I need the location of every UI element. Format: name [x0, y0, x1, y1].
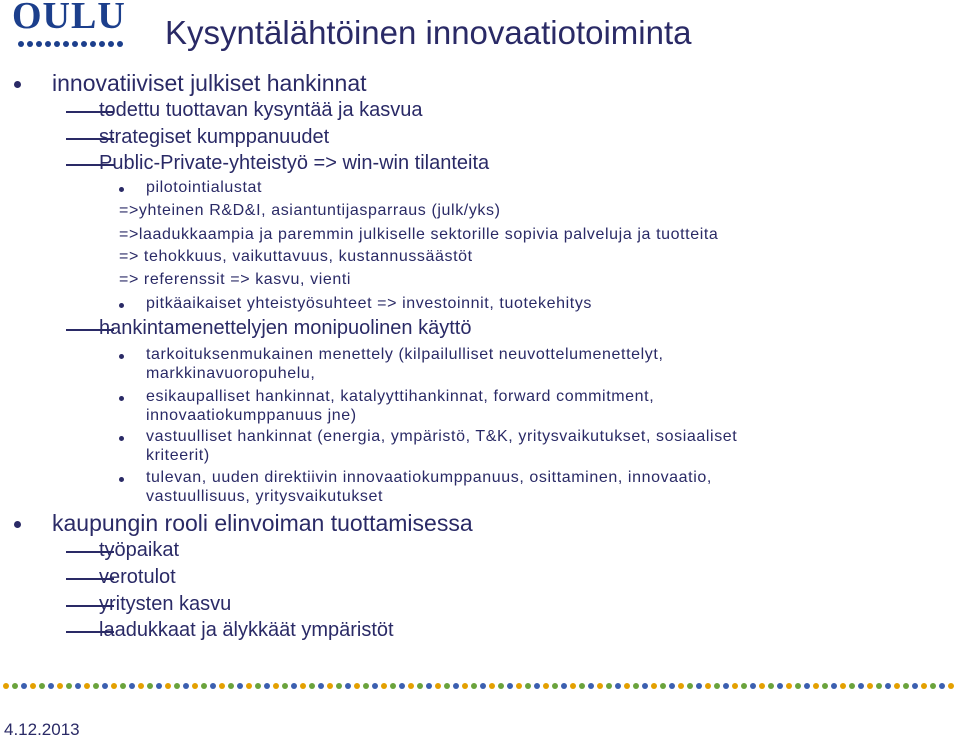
list-item: todettu tuottavan kysyntää ja kasvua	[99, 99, 423, 121]
decorative-dot	[210, 683, 216, 689]
decorative-dot	[237, 683, 243, 689]
list-item-continuation: kriteerit)	[146, 447, 210, 464]
decorative-dot	[615, 683, 621, 689]
decorative-dot	[264, 683, 270, 689]
decorative-dot	[174, 683, 180, 689]
decorative-dot	[759, 683, 765, 689]
decorative-dot	[723, 683, 729, 689]
bullet-icon	[119, 354, 124, 359]
list-item: laadukkaat ja älykkäät ympäristöt	[99, 619, 394, 641]
list-item: strategiset kumppanuudet	[99, 126, 330, 148]
decorative-dot	[822, 683, 828, 689]
decorative-dot	[156, 683, 162, 689]
decorative-dot	[579, 683, 585, 689]
decorative-dot	[489, 683, 495, 689]
list-item: Public-Private-yhteistyö => win-win tilanteita	[99, 152, 490, 174]
decorative-dot	[255, 683, 261, 689]
decorative-dot	[606, 683, 612, 689]
decorative-dot	[147, 683, 153, 689]
decorative-dot	[39, 683, 45, 689]
list-item: esikaupalliset hankinnat, katalyyttihankinnat, forward commitment,	[146, 388, 655, 405]
decorative-dot	[183, 683, 189, 689]
decorative-dot	[336, 683, 342, 689]
decorative-dot	[75, 683, 81, 689]
decorative-dot	[453, 683, 459, 689]
decorative-dot	[831, 683, 837, 689]
decorative-dot	[732, 683, 738, 689]
decorative-dot	[246, 683, 252, 689]
slide-title: Kysyntälähtöinen innovaatiotoiminta	[165, 14, 692, 51]
decorative-dot	[777, 683, 783, 689]
list-item: pitkäaikaiset yhteistyösuhteet => investoinnit, tuotekehitys	[146, 295, 593, 312]
decorative-dot	[786, 683, 792, 689]
decorative-dot	[21, 683, 27, 689]
decorative-dot	[219, 683, 225, 689]
list-item: => referenssit => kasvu, vienti	[119, 271, 352, 288]
decorative-dot	[669, 683, 675, 689]
decorative-dot	[48, 683, 54, 689]
decorative-dot	[363, 683, 369, 689]
decorative-dot	[903, 683, 909, 689]
decorative-dot	[525, 683, 531, 689]
decorative-dot-bar	[0, 678, 960, 694]
decorative-dot	[12, 683, 18, 689]
decorative-dot	[318, 683, 324, 689]
decorative-dot	[327, 683, 333, 689]
decorative-dot	[309, 683, 315, 689]
bullet-icon	[119, 187, 124, 192]
decorative-dot	[291, 683, 297, 689]
decorative-dot	[921, 683, 927, 689]
decorative-dot	[381, 683, 387, 689]
decorative-dot	[165, 683, 171, 689]
list-item: hankintamenettelyjen monipuolinen käyttö	[99, 317, 472, 339]
decorative-dot	[696, 683, 702, 689]
decorative-dot	[192, 683, 198, 689]
decorative-dot	[228, 683, 234, 689]
decorative-dot	[102, 683, 108, 689]
list-item-continuation: vastuullisuus, yritysvaikutukset	[146, 488, 384, 505]
decorative-dot	[660, 683, 666, 689]
bullet-icon	[119, 436, 124, 441]
decorative-dot	[273, 683, 279, 689]
decorative-dot	[372, 683, 378, 689]
decorative-dot	[354, 683, 360, 689]
decorative-dot	[444, 683, 450, 689]
decorative-dot	[750, 683, 756, 689]
decorative-dot	[948, 683, 954, 689]
list-item: innovatiiviset julkiset hankinnat	[52, 70, 367, 96]
decorative-dot	[201, 683, 207, 689]
decorative-dot	[57, 683, 63, 689]
decorative-dot	[543, 683, 549, 689]
bullet-icon	[14, 81, 21, 88]
decorative-dot	[678, 683, 684, 689]
list-item-continuation: innovaatiokumppanuus jne)	[146, 407, 357, 424]
decorative-dot	[804, 683, 810, 689]
decorative-dot	[876, 683, 882, 689]
decorative-dot	[597, 683, 603, 689]
list-item: verotulot	[99, 566, 176, 588]
decorative-dot	[552, 683, 558, 689]
decorative-dot	[435, 683, 441, 689]
decorative-dot	[300, 683, 306, 689]
decorative-dot	[867, 683, 873, 689]
decorative-dot	[768, 683, 774, 689]
decorative-dot	[930, 683, 936, 689]
decorative-dot	[840, 683, 846, 689]
decorative-dot	[408, 683, 414, 689]
decorative-dot	[84, 683, 90, 689]
logo-dots-icon	[16, 38, 126, 50]
decorative-dot	[282, 683, 288, 689]
footer-date: 4.12.2013	[4, 720, 80, 739]
oulu-logo	[8, 0, 128, 54]
bullet-icon	[14, 521, 21, 528]
list-item: =>yhteinen R&D&I, asiantuntijasparraus (julk/yks)	[119, 202, 501, 219]
decorative-dot	[642, 683, 648, 689]
decorative-dot	[849, 683, 855, 689]
decorative-dot	[507, 683, 513, 689]
bullet-icon	[119, 477, 124, 482]
list-item: pilotointialustat	[146, 179, 263, 196]
bullet-icon	[119, 396, 124, 401]
decorative-dot	[588, 683, 594, 689]
decorative-dot	[66, 683, 72, 689]
list-item: vastuulliset hankinnat (energia, ympäristö, T&K, yritysvaikutukset, sosiaaliset	[146, 428, 738, 445]
decorative-dot	[795, 683, 801, 689]
decorative-dot	[858, 683, 864, 689]
list-item: kaupungin rooli elinvoiman tuottamisessa	[52, 510, 473, 536]
decorative-dot	[894, 683, 900, 689]
decorative-dot	[885, 683, 891, 689]
decorative-dot	[138, 683, 144, 689]
decorative-dot	[633, 683, 639, 689]
decorative-dot	[939, 683, 945, 689]
list-item: tarkoituksenmukainen menettely (kilpailulliset neuvottelumenettelyt,	[146, 346, 664, 363]
decorative-dot	[111, 683, 117, 689]
bullet-icon	[119, 303, 124, 308]
decorative-dot	[534, 683, 540, 689]
decorative-dot	[30, 683, 36, 689]
decorative-dot	[912, 683, 918, 689]
logo-text: OULU	[12, 0, 126, 37]
decorative-dot	[480, 683, 486, 689]
decorative-dot	[561, 683, 567, 689]
decorative-dot	[129, 683, 135, 689]
decorative-dot	[714, 683, 720, 689]
list-item: =>laadukkaampia ja paremmin julkiselle sektorille sopivia palveluja ja tuotteita	[119, 226, 719, 243]
list-item-continuation: markkinavuoropuhelu,	[146, 365, 316, 382]
decorative-dot	[417, 683, 423, 689]
list-item: => tehokkuus, vaikuttavuus, kustannussäästöt	[119, 248, 473, 265]
decorative-dot	[471, 683, 477, 689]
decorative-dot	[570, 683, 576, 689]
decorative-dot	[687, 683, 693, 689]
decorative-dot	[3, 683, 9, 689]
decorative-dot	[741, 683, 747, 689]
list-item: tulevan, uuden direktiivin innovaatiokumppanuus, osittaminen, innovaatio,	[146, 469, 712, 486]
list-item: työpaikat	[99, 539, 180, 561]
decorative-dot	[624, 683, 630, 689]
decorative-dot	[399, 683, 405, 689]
decorative-dot	[426, 683, 432, 689]
decorative-dot	[813, 683, 819, 689]
decorative-dot	[390, 683, 396, 689]
decorative-dot	[498, 683, 504, 689]
decorative-dot	[462, 683, 468, 689]
list-item: yritysten kasvu	[99, 593, 232, 615]
decorative-dot	[345, 683, 351, 689]
decorative-dot	[705, 683, 711, 689]
decorative-dot	[516, 683, 522, 689]
decorative-dot	[651, 683, 657, 689]
decorative-dot	[93, 683, 99, 689]
decorative-dot	[120, 683, 126, 689]
